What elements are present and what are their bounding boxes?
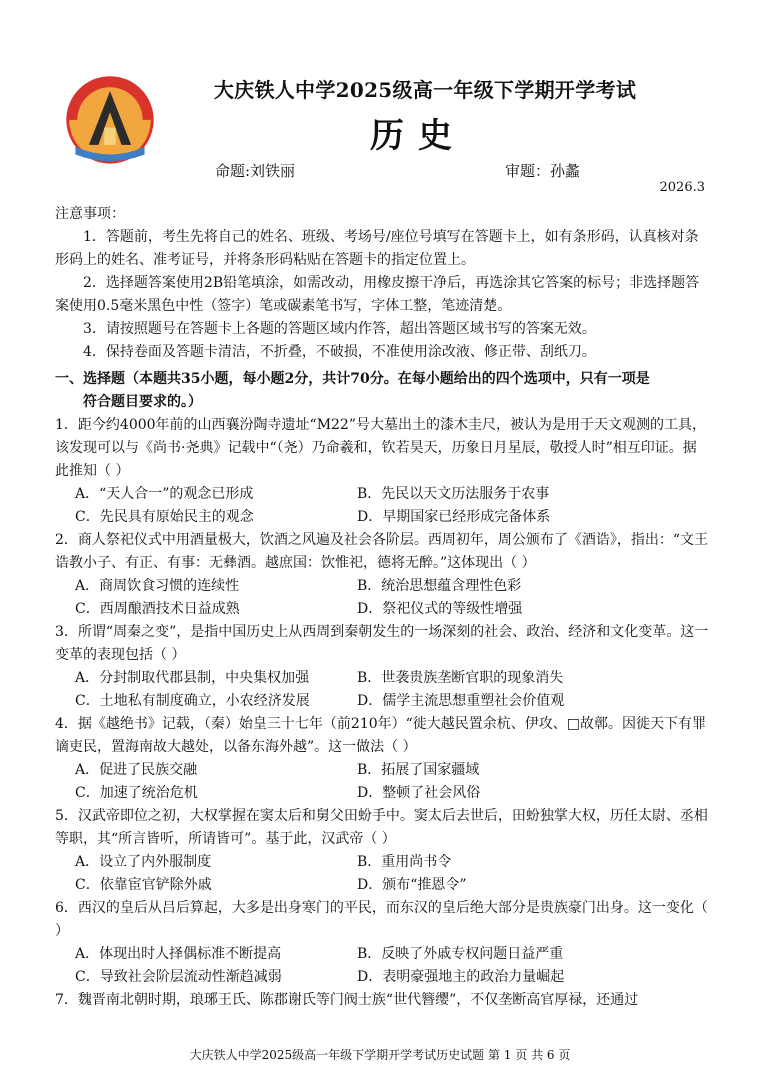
page-footer: 大庆铁人中学2025级高一年级下学期开学考试历史试题 第 1 页 共 6 页 <box>189 1048 571 1062</box>
school-logo <box>62 70 158 166</box>
question-stem: 1．距今约4000年前的山西襄汾陶寺遗址“M22”号大墓出土的漆木圭尺，被认为是用于天文观测的工具，该发现可以与《尚书·尧典》记载中“（尧）乃命羲和，钦若昊天，历象日月星辰，敬授人时”相互印证。据此推知（ ） <box>55 417 706 479</box>
question-stem: 4．据《越绝书》记载，（秦）始皇三十七年（前210年）“徙大越民置余杭、伊攻、□故鄣。因徙天下有罪谪吏民，置海南故大越处，以备东海外越”。这一做法（ ） <box>55 716 707 755</box>
option-c: C．依靠宦官铲除外戚 <box>75 877 212 893</box>
option-d: D．早期国家已经形成完备体系 <box>357 509 551 525</box>
question-5 <box>55 805 710 897</box>
option-c: C．先民具有原始民主的观念 <box>75 509 254 525</box>
option-b: B．先民以天文历法服务于农事 <box>357 486 550 502</box>
option-a: A．分封制取代郡县制，中央集权加强 <box>75 670 310 686</box>
options <box>55 759 710 805</box>
option-a: A．“天人合一”的观念已形成 <box>75 486 254 502</box>
option-b: B．重用尚书令 <box>357 854 452 870</box>
notice-heading: 注意事项： <box>55 206 125 222</box>
option-d: D．祭祀仪式的等级性增强 <box>357 601 523 617</box>
notice-item: 4．保持卷面及答题卡清洁，不折叠，不破损，不准使用涂改液、修正带、刮纸刀。 <box>83 344 596 360</box>
options <box>55 667 710 713</box>
notice-item: 2．选择题答案使用2B铅笔填涂，如需改动，用橡皮擦干净后，再选涂其它答案的标号；非选择题答案使用0.5毫米黑色中性（签字）笔或碳素笔书写，字体工整，笔迹清楚。 <box>55 275 700 314</box>
notice-item: 1．答题前，考生先将自己的姓名、班级、考场号/座位号填写在答题卡上，如有条形码，认真核对条形码上的姓名、准考证号，并将条形码粘贴在答题卡的指定位置上。 <box>55 229 699 268</box>
option-d: D．表明豪强地主的政治力量崛起 <box>357 969 565 985</box>
options <box>55 851 710 897</box>
question-stem: 3．所谓“周秦之变”，是指中国历史上从西周到秦朝发生的一场深刻的社会、政治、经济和文化变革。这一变革的表现包括（ ） <box>55 624 709 663</box>
options <box>55 943 710 989</box>
question-7 <box>55 989 710 1012</box>
question-1 <box>55 414 710 529</box>
exam-date: 2026.3 <box>659 180 705 195</box>
option-a: A．促进了民族交融 <box>75 762 198 778</box>
exam-title: 大庆铁人中学2025级高一年级下学期开学考试 <box>213 78 637 102</box>
subject-title: 历史 <box>370 116 466 156</box>
question-3 <box>55 621 710 713</box>
option-c: C．加速了统治危机 <box>75 785 198 801</box>
option-c: C．导致社会阶层流动性渐趋减弱 <box>75 969 282 985</box>
option-b: B．反映了外戚专权问题日益严重 <box>357 946 564 962</box>
question-6 <box>55 897 710 989</box>
option-b: B．统治思想蕴含理性色彩 <box>357 578 522 594</box>
section-heading: 一、选择题（本题共35小题，每小题2分，共计70分。在每小题给出的四个选项中，只有一项是 <box>55 371 650 387</box>
section-heading-cont: 符合题目要求的。） <box>83 394 202 410</box>
question-4 <box>55 713 710 805</box>
option-d: D．颁布“推恩令” <box>357 877 467 893</box>
option-b: B．拓展了国家疆域 <box>357 762 480 778</box>
options <box>55 575 710 621</box>
question-stem: 5．汉武帝即位之初，大权掌握在窦太后和舅父田蚡手中。窦太后去世后，田蚡独掌大权，历任太尉、丞相等职，其“所言皆听，所请皆可”。基于此，汉武帝（ ） <box>55 808 708 847</box>
notice-item: 3．请按照题号在答题卡上各题的答题区域内作答，超出答题区域书写的答案无效。 <box>83 321 596 337</box>
option-a: A．体现出时人择偶标准不断提高 <box>75 946 282 962</box>
option-a: A．设立了内外服制度 <box>75 854 212 870</box>
option-a: A．商周饮食习惯的连续性 <box>75 578 240 594</box>
exam-content <box>55 203 710 1012</box>
option-d: D．整顿了社会风俗 <box>357 785 481 801</box>
author-credit: 命题:刘铁丽 <box>215 162 296 180</box>
question-2 <box>55 529 710 621</box>
option-c: C．土地私有制度确立，小农经济发展 <box>75 693 310 709</box>
option-d: D．儒学主流思想重塑社会价值观 <box>357 693 565 709</box>
options <box>55 483 710 529</box>
question-stem: 7．魏晋南北朝时期，琅琊王氏、陈郡谢氏等门阀士族“世代簪缨”，不仅垄断高官厚禄，还通过 <box>55 992 639 1008</box>
reviewer-credit: 审题：孙蠡 <box>505 162 581 180</box>
option-c: C．西周酿酒技术日益成熟 <box>75 601 240 617</box>
option-b: B．世袭贵族垄断官职的现象消失 <box>357 670 564 686</box>
question-stem: 6．西汉的皇后从吕后算起，大多是出身寒门的平民，而东汉的皇后绝大部分是贵族豪门出身。这一变化（ ） <box>55 900 708 939</box>
question-stem: 2．商人祭祀仪式中用酒量极大，饮酒之风遍及社会各阶层。西周初年，周公颁布了《酒诰》，指出：“文王诰教小子、有正、有事：无彝酒。越庶国：饮惟祀，德将无醉。”这体现出（ ） <box>55 532 709 571</box>
